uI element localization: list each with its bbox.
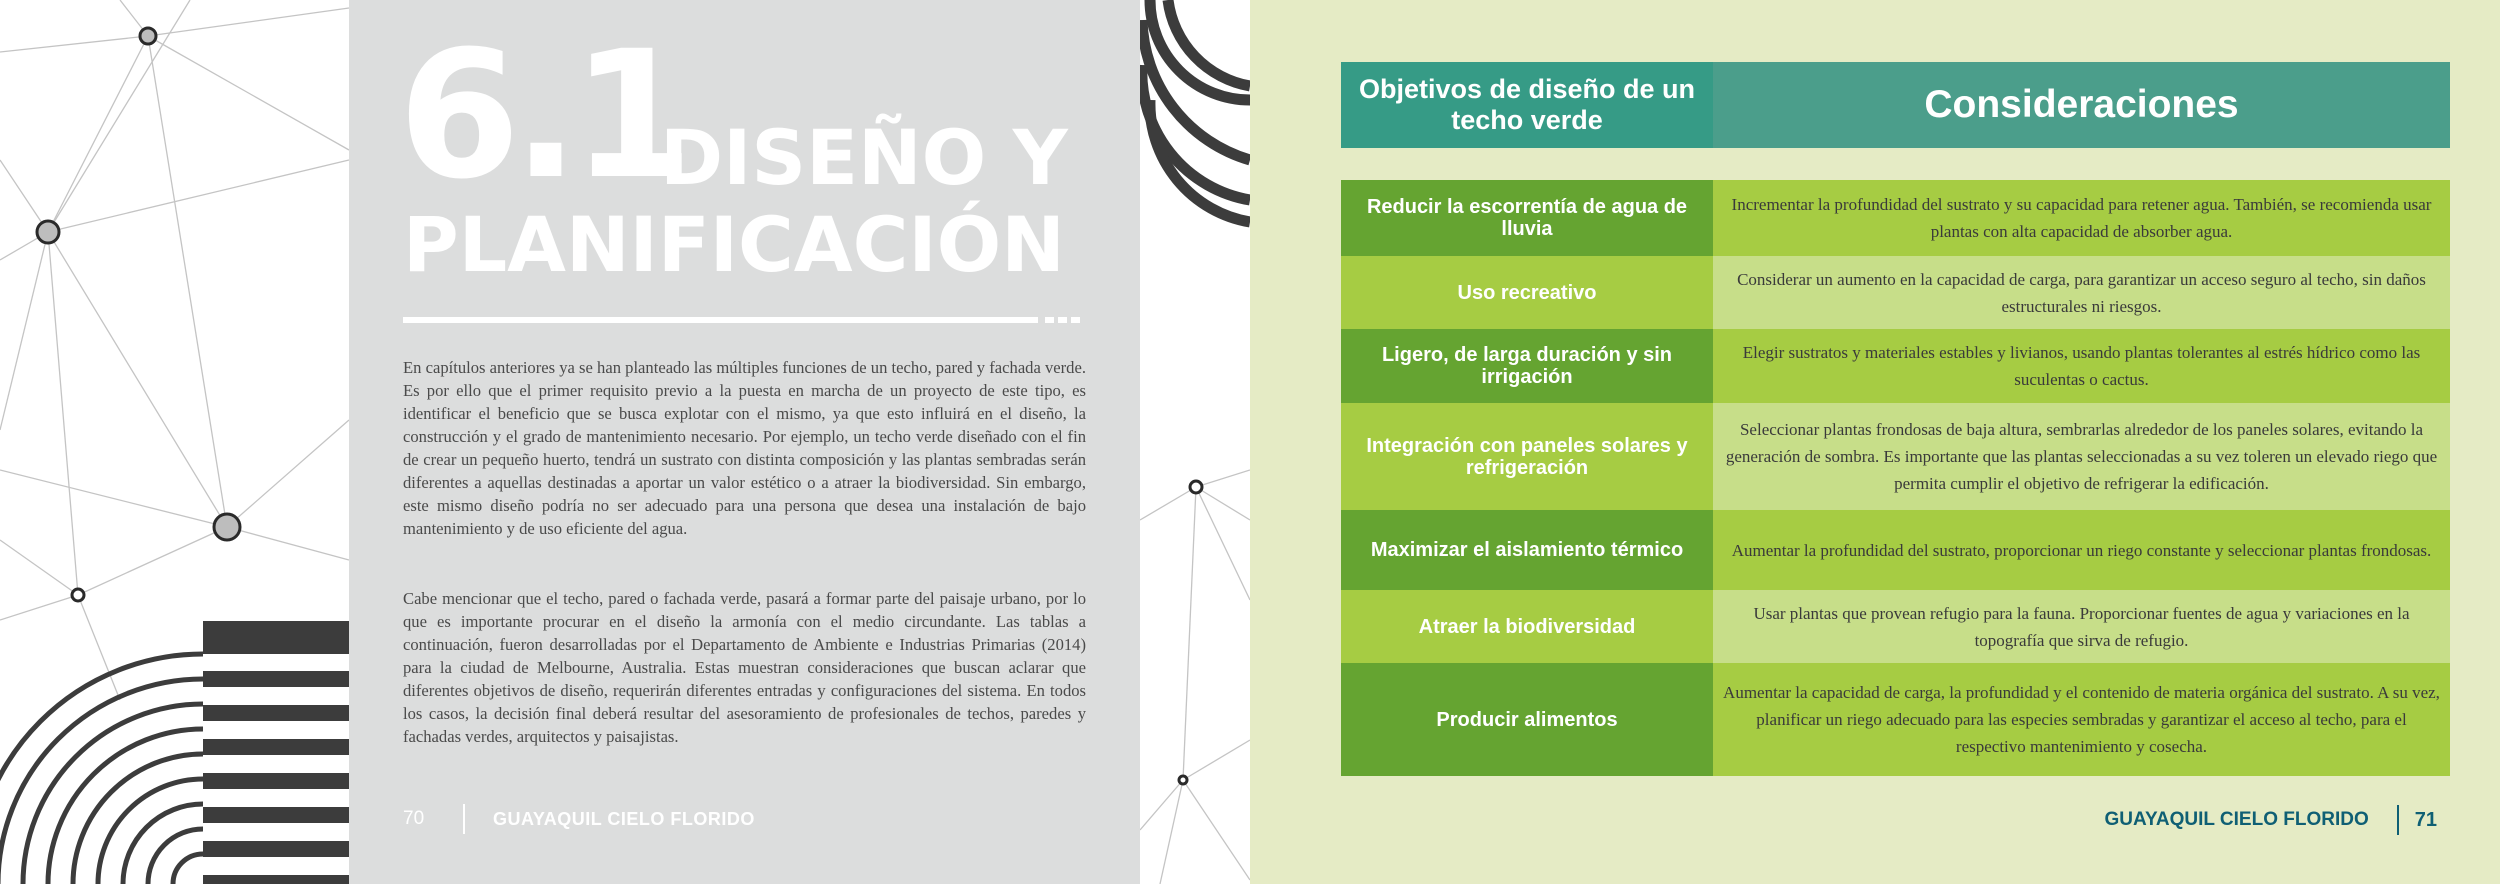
table-row [1341,180,2450,256]
table-row [1341,590,2450,663]
objective-cell: Atraer la biodiversidad [1341,590,1713,663]
objective-cell: Integración con paneles solares y refrigeración [1341,403,1713,510]
page-number-left: 70 [403,808,425,829]
objective-cell: Uso recreativo [1341,256,1713,329]
objective-cell: Ligero, de larga duración y sin irrigación [1341,329,1713,403]
table-row [1341,663,2450,776]
consideration-cell: Considerar un aumento en la capacidad de carga, para garantizar un acceso seguro al techo, sin daños estructurales ni riesgos. [1713,256,2450,329]
left-folio [403,805,755,833]
title-rule-dots [1045,317,1085,323]
table-row [1341,403,2450,510]
consideration-cell: Seleccionar plantas frondosas de baja altura, sembrarlas alrededor de los paneles solares, evitando la generación de sombra. Es importante que las plantas seleccionadas a su vez toleren un elevado riego que permita cumplir el objetivo de refrigerar la edificación. [1713,403,2450,510]
publication-name-right: GUAYAQUIL CIELO FLORIDO [2104,809,2369,830]
objective-cell: Maximizar el aislamiento térmico [1341,510,1713,590]
objective-cell: Producir alimentos [1341,663,1713,776]
page-number-right: 71 [2414,808,2437,831]
consideration-cell: Usar plantas que provean refugio para la fauna. Proporcionar fuentes de agua y variaciones en la topografía que sirva de refugio. [1713,590,2450,663]
section-number: 6.1 [398,13,686,218]
table-row [1341,510,2450,590]
folio-separator [463,804,465,834]
body-paragraph-1: En capítulos anteriores ya se han planteado las múltiples funciones de un techo, pared y fachada verde. Es por ello que el primer requisito previo a la puesta en marcha de un proyecto de este tipo, es identificar el beneficio que se busca explotar con el mismo, ya que esto influirá en el diseño, la construcción y el grado de mantenimiento necesario. Por ejemplo, un techo verde diseñado con el fin de crear un pequeño huerto, tendrá un sustrato con distinta composición y las plantas sembradas serán diferentes a aquellas destinadas a aportar un valor estético o a atraer la biodiversidad. Sin embargo, este mismo diseño podría no ser adecuado para una persona que desea una instalación de bajo mantenimiento y de uso eficiente del agua. [403,358,1086,538]
section-title-line1: DISEÑO Y [660,113,1068,202]
table-header-objectives: Objetivos de diseño de un techo verde [1341,62,1713,148]
folio-separator [2397,805,2399,835]
objective-cell: Reducir la escorrentía de agua de lluvia [1341,180,1713,256]
table-row [1341,256,2450,329]
publication-name-left: GUAYAQUIL CIELO FLORIDO [493,808,755,829]
body-paragraph-2: Cabe mencionar que el techo, pared o fachada verde, pasará a formar parte del paisaje urbano, por lo que es importante procurar en el diseño la armonía con el medio circundante. Las tablas a continuación, fueron desarrolladas por el Departamento de Ambiente e Industrias Primarias (2014) para la ciudad de Melbourne, Australia. Estas muestran consideraciones que buscan aclarar que diferentes objetivos de diseño, requerirán diferentes entradas y configuraciones del sistema. En todos los casos, la decisión final deberá resultar del asesoramiento de profesionales de techos, paredes y fachadas verdes, arquitectos y paisajistas. [403,589,1086,746]
consideration-cell: Aumentar la profundidad del sustrato, proporcionar un riego constante y seleccionar plantas frondosas. [1713,510,2450,590]
title-rule [403,317,1038,323]
consideration-cell: Incrementar la profundidad del sustrato y su capacidad para retener agua. También, se recomienda usar plantas con alta capacidad de absorber agua. [1713,180,2450,256]
right-folio [2104,804,2437,836]
consideration-cell: Aumentar la capacidad de carga, la profundidad y el contenido de materia orgánica del sustrato. A su vez, planificar un riego adecuado para las especies sembradas y garantizar el acceso al techo, para el respectivo mantenimiento y cosecha. [1713,663,2450,776]
consideration-cell: Elegir sustratos y materiales estables y livianos, usando plantas tolerantes al estrés hídrico como las suculentas o cactus. [1713,329,2450,403]
section-title-line2: PLANIFICACIÓN [403,200,1065,289]
table-header-considerations: Consideraciones [1713,62,2450,148]
table-row [1341,329,2450,403]
design-table [1341,180,2450,776]
